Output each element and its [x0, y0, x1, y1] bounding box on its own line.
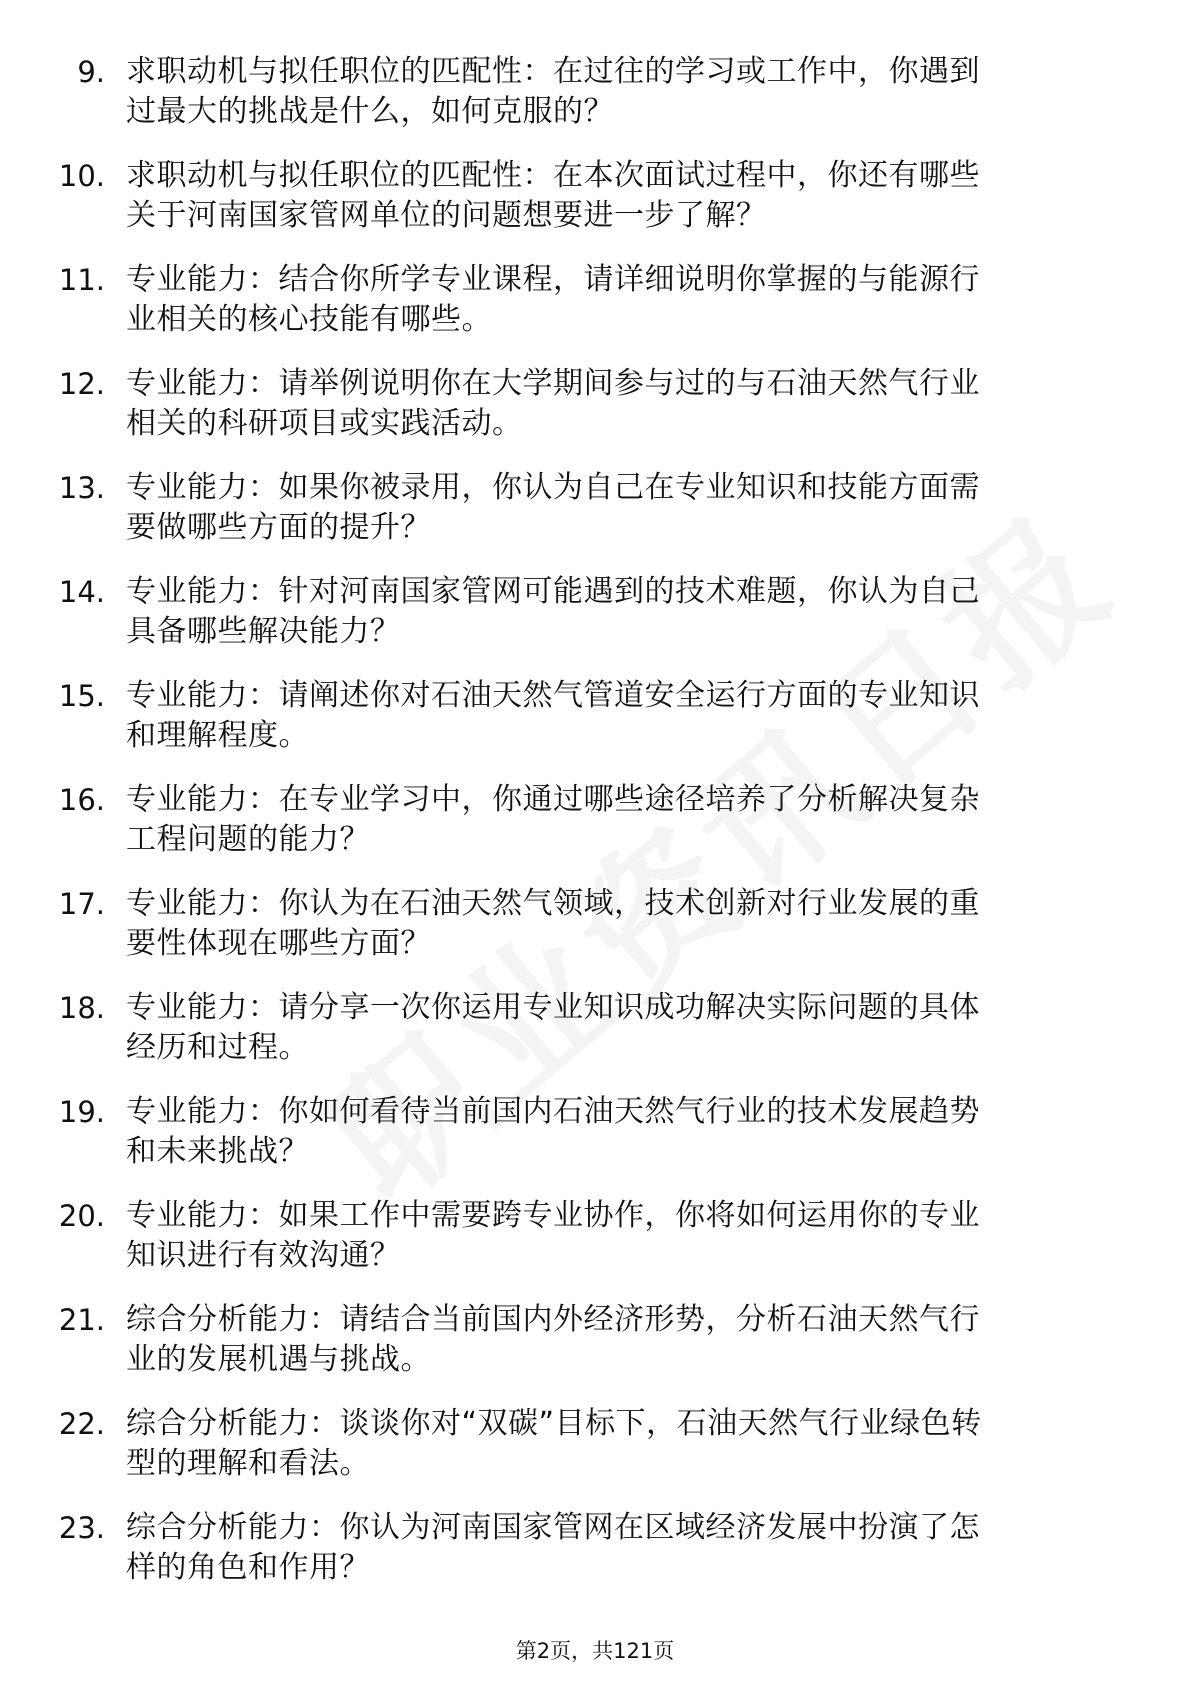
- question-item: [0, 1196, 1190, 1300]
- question-item: [0, 1404, 1190, 1508]
- question-number: 19.: [58, 1095, 105, 1129]
- question-text-line: 专业能力：请分享一次你运用专业知识成功解决实际问题的具体: [126, 990, 980, 1025]
- question-text-line: 业相关的核心技能有哪些。: [126, 302, 492, 337]
- question-text-line: 相关的科研项目或实践活动。: [126, 406, 523, 441]
- question-text: [126, 156, 1111, 236]
- question-number: 10.: [58, 159, 105, 193]
- question-text: [126, 988, 1111, 1068]
- question-item: [0, 1300, 1190, 1404]
- question-number: 18.: [58, 991, 105, 1025]
- question-item: [0, 676, 1190, 780]
- question-text-line: 和理解程度。: [126, 718, 309, 753]
- question-item: [0, 468, 1190, 572]
- question-text-line: 要做哪些方面的提升？: [126, 510, 431, 545]
- question-text-line: 综合分析能力：谈谈你对“双碳”目标下，石油天然气行业绿色转: [126, 1406, 982, 1441]
- question-list: [0, 52, 1190, 1612]
- question-text: [126, 1196, 1111, 1276]
- question-number: 17.: [58, 887, 105, 921]
- question-text: [126, 572, 1111, 652]
- question-text-line: 关于河南国家管网单位的问题想要进一步了解？: [126, 198, 767, 233]
- question-text-line: 和未来挑战？: [126, 1134, 309, 1169]
- question-text-line: 专业能力：在专业学习中，你通过哪些途径培养了分析解决复杂: [126, 782, 980, 817]
- question-text-line: 知识进行有效沟通？: [126, 1238, 401, 1273]
- question-number: 20.: [58, 1199, 105, 1233]
- question-text-line: 专业能力：针对河南国家管网可能遇到的技术难题，你认为自己: [126, 574, 980, 609]
- question-text: [126, 468, 1111, 548]
- question-text-line: 专业能力：你如何看待当前国内石油天然气行业的技术发展趋势: [126, 1094, 980, 1129]
- question-number: 12.: [58, 367, 105, 401]
- question-number: 23.: [58, 1511, 105, 1545]
- question-item: [0, 156, 1190, 260]
- question-text: [126, 1404, 1111, 1484]
- question-item: [0, 988, 1190, 1092]
- question-text-line: 要性体现在哪些方面？: [126, 926, 431, 961]
- question-item: [0, 884, 1190, 988]
- question-number: 9.: [77, 55, 105, 89]
- question-text-line: 求职动机与拟任职位的匹配性：在本次面试过程中，你还有哪些: [126, 158, 980, 193]
- question-item: [0, 52, 1190, 156]
- question-text-line: 过最大的挑战是什么，如何克服的？: [126, 94, 614, 129]
- page-footer: 第2页，共121页: [515, 1639, 675, 1663]
- question-text: [126, 884, 1111, 964]
- question-number: 15.: [58, 679, 105, 713]
- question-text-line: 专业能力：请阐述你对石油天然气管道安全运行方面的专业知识: [126, 678, 980, 713]
- question-text-line: 经历和过程。: [126, 1030, 309, 1065]
- question-text-line: 综合分析能力：你认为河南国家管网在区域经济发展中扮演了怎: [126, 1510, 980, 1545]
- question-number: 13.: [58, 471, 105, 505]
- question-text: [126, 1092, 1111, 1172]
- question-text-line: 具备哪些解决能力？: [126, 614, 401, 649]
- question-text-line: 工程问题的能力？: [126, 822, 370, 857]
- question-item: [0, 1508, 1190, 1612]
- question-item: [0, 1092, 1190, 1196]
- question-text: [126, 52, 1111, 132]
- question-text-line: 专业能力：你认为在石油天然气领域，技术创新对行业发展的重: [126, 886, 980, 921]
- question-text-line: 型的理解和看法。: [126, 1446, 370, 1481]
- question-text: [126, 260, 1111, 340]
- question-text-line: 专业能力：结合你所学专业课程，请详细说明你掌握的与能源行: [126, 262, 980, 297]
- question-text-line: 业的发展机遇与挑战。: [126, 1342, 431, 1377]
- question-text-line: 综合分析能力：请结合当前国内外经济形势，分析石油天然气行: [126, 1302, 980, 1337]
- question-text-line: 专业能力：如果工作中需要跨专业协作，你将如何运用你的专业: [126, 1198, 980, 1233]
- question-text: [126, 1508, 1111, 1588]
- question-number: 22.: [58, 1407, 105, 1441]
- question-text: [126, 676, 1111, 756]
- question-item: [0, 780, 1190, 884]
- question-text: [126, 1300, 1111, 1380]
- question-number: 14.: [58, 575, 105, 609]
- question-text-line: 专业能力：请举例说明你在大学期间参与过的与石油天然气行业: [126, 366, 980, 401]
- question-number: 11.: [58, 263, 105, 297]
- question-text-line: 样的角色和作用？: [126, 1550, 370, 1585]
- question-text-line: 求职动机与拟任职位的匹配性：在过往的学习或工作中，你遇到: [126, 54, 980, 89]
- question-text: [126, 364, 1111, 444]
- question-item: [0, 260, 1190, 364]
- question-number: 16.: [58, 783, 105, 817]
- question-number: 21.: [58, 1303, 105, 1337]
- question-text: [126, 780, 1111, 860]
- question-item: [0, 572, 1190, 676]
- question-item: [0, 364, 1190, 468]
- question-text-line: 专业能力：如果你被录用，你认为自己在专业知识和技能方面需: [126, 470, 980, 505]
